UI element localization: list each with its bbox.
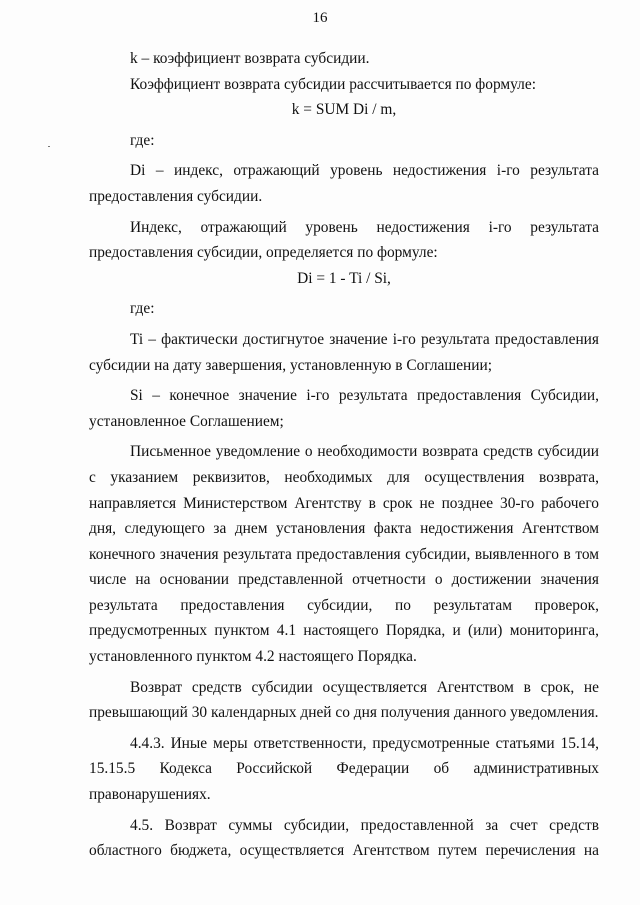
text-line: субсидии на дату завершения, установленную в Соглашении; — [89, 356, 493, 374]
text-line: правонарушениях. — [89, 786, 211, 804]
scan-speck — [48, 146, 50, 147]
text-line: установленное Соглашением; — [89, 412, 284, 430]
text-line: превышающий 30 календарных дней со дня получения данного уведомления. — [89, 704, 599, 722]
text-line: Si – конечное значение i-го результата предоставления Субсидии, — [130, 387, 599, 405]
text-line: Индекс, отражающий уровень недостижения i-го результата — [130, 218, 599, 236]
text-line: Письменное уведомление о необходимости возврата средств субсидии — [130, 443, 599, 461]
text-line: Коэффициент возврата субсидии рассчитывается по формуле: — [130, 75, 536, 93]
text-line: предоставления субсидии, определяется по формуле: — [89, 244, 438, 262]
text-line: результата предоставления субсидии, по результатам проверок, — [89, 596, 599, 614]
text-line: предусмотренных пунктом 4.1 настоящего Порядка, и (или) мониторинга, — [89, 622, 599, 640]
formula-line: k = SUM Di / m, — [291, 101, 397, 119]
text-line: k – коэффициент возврата субсидии. — [130, 50, 370, 67]
text-line: Ti – фактически достигнутое значение i-го результата предоставления — [130, 330, 599, 348]
text-line: числе на основании представленной отчетности о достижении значения — [89, 571, 599, 589]
text-line: Возврат средств субсидии осуществляется Агентством в срок, не — [130, 678, 599, 696]
text-line: 4.4.3. Иные меры ответственности, предусмотренные статьями 15.14, — [130, 734, 599, 752]
text-line: направляется Министерством Агентству в срок не позднее 30-го рабочего — [89, 494, 599, 512]
formula-line: Di = 1 - Ti / Si, — [297, 269, 391, 287]
text-line: где: — [130, 131, 155, 149]
document-body — [89, 46, 599, 864]
page-number: 16 — [312, 10, 328, 26]
text-line: 4.5. Возврат суммы субсидии, предоставленной за счет средств — [130, 816, 599, 834]
text-line: установленного пунктом 4.2 настоящего Порядка. — [89, 648, 417, 666]
text-line: дня, следующего за днем установления факта недостижения Агентством — [89, 520, 599, 538]
text-line: Di – индекс, отражающий уровень недостижения i-го результата — [130, 162, 599, 180]
text-line: где: — [130, 300, 155, 318]
text-line: областного бюджета, осуществляется Агентством путем перечисления на — [89, 842, 599, 860]
text-line: предоставления субсидии. — [89, 187, 263, 205]
text-line: 15.15.5 Кодекса Российской Федерации об административных — [89, 760, 599, 778]
text-line: конечного значения результата предоставления субсидии, выявленного в том — [89, 545, 599, 563]
text-line: с указанием реквизитов, необходимых для осуществления возврата, — [89, 468, 599, 486]
